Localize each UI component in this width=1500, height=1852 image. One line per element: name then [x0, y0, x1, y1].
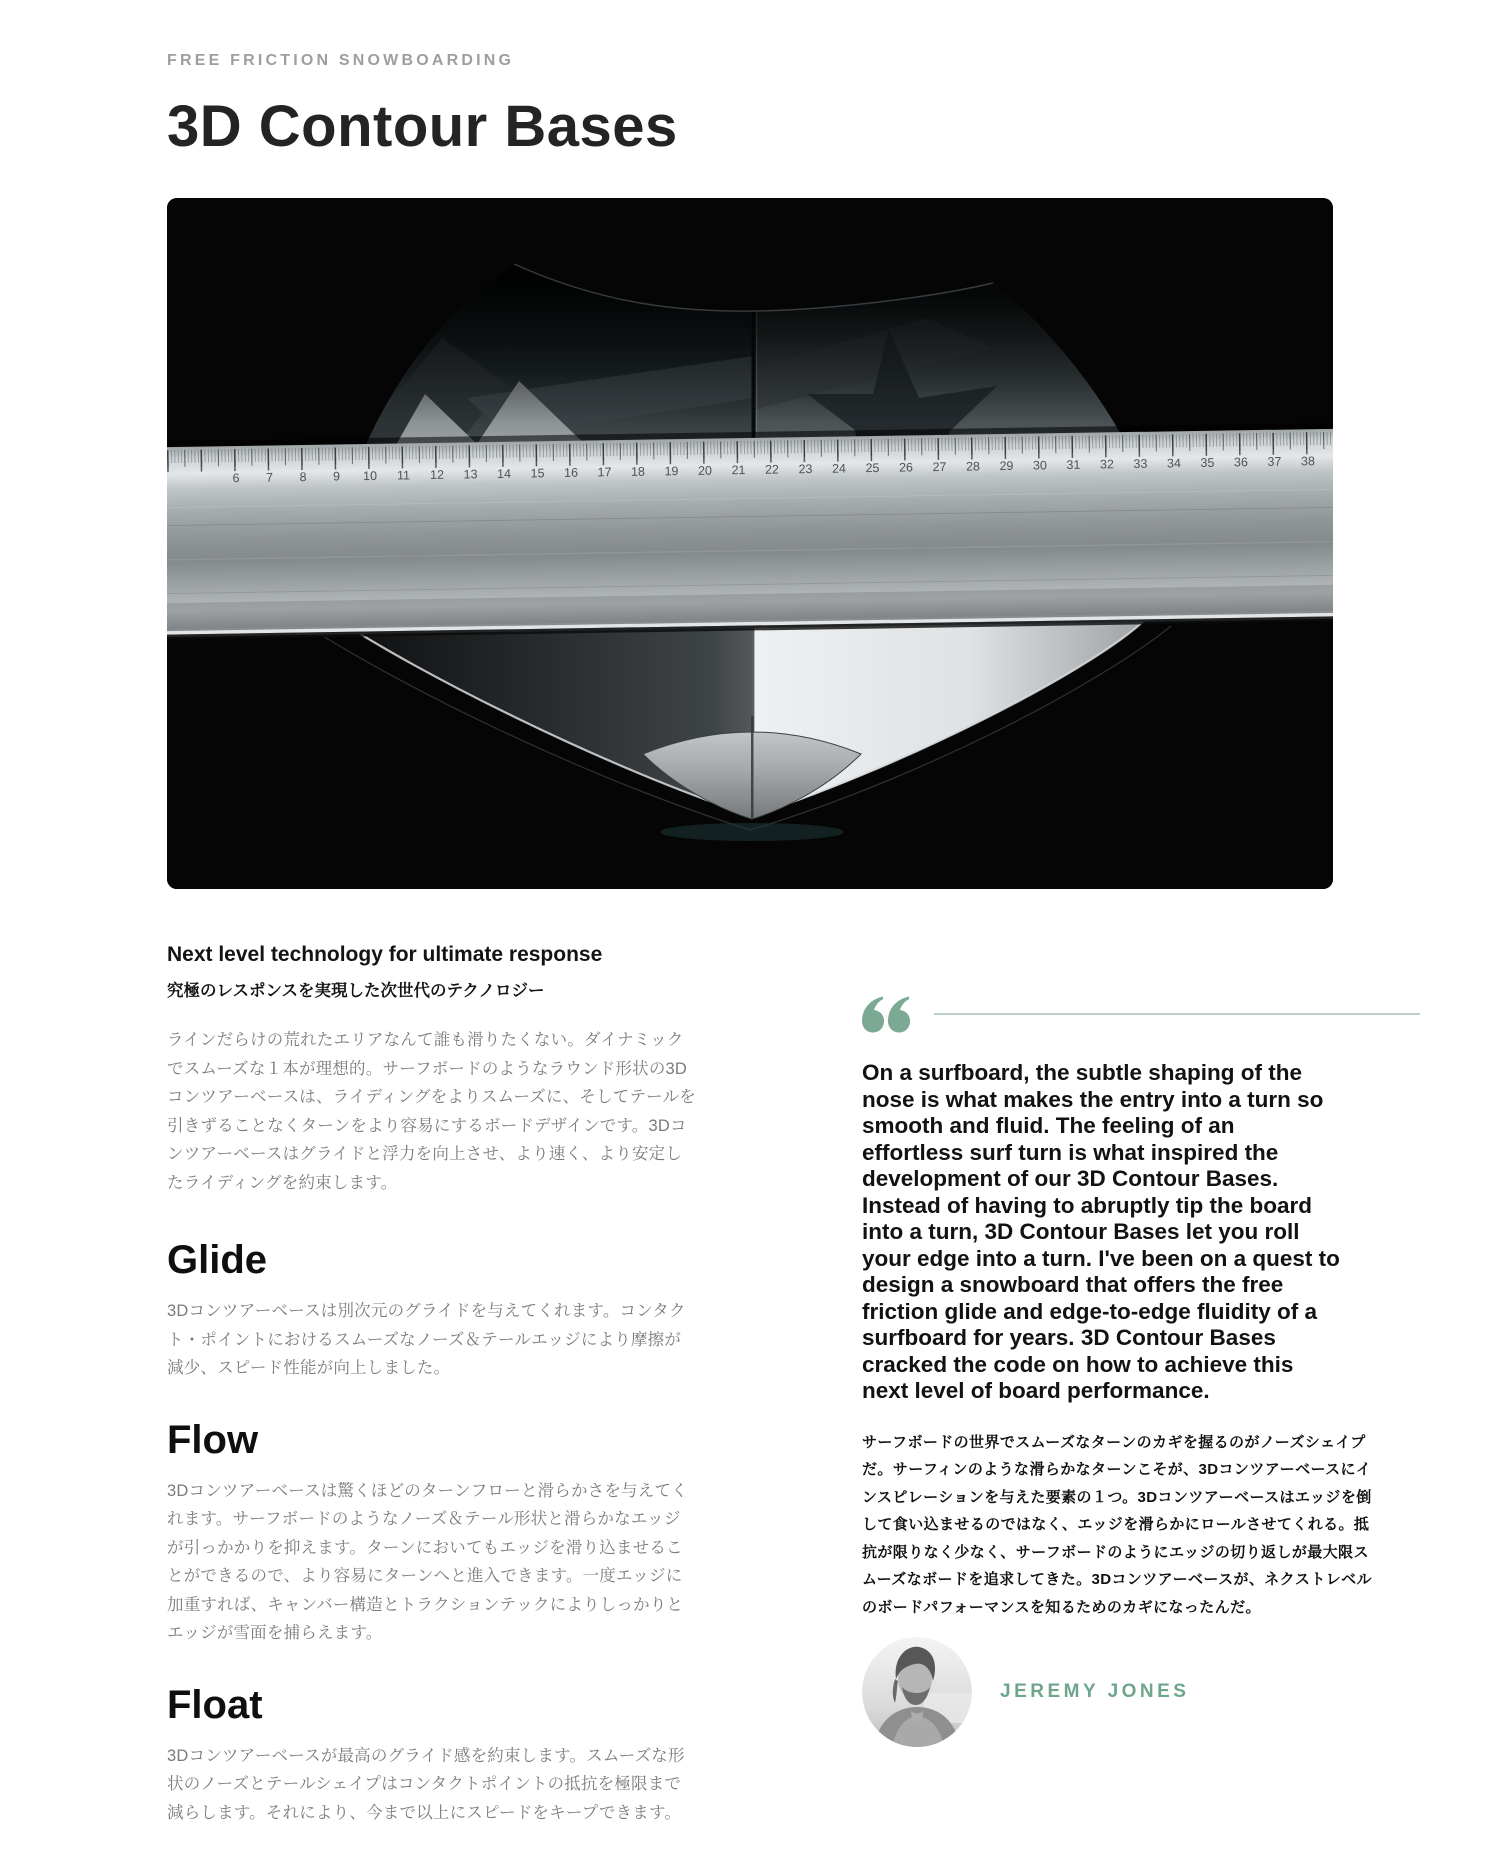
- quote-author: [862, 1637, 1420, 1747]
- page-title: 3D Contour Bases: [167, 94, 678, 159]
- avatar: [862, 1637, 972, 1747]
- lead-subheading-jp: 究極のレスポンスを実現した次世代のテクノロジー: [167, 982, 545, 1000]
- quote-text: On a surfboard, the subtle shaping of the nose is what makes the entry into a turn so smooth and fluid. The feeling of an effortless surf turn is what inspired the development of our 3D Contour Bases. Instead of having to abruptly tip the board into a turn, 3D Contour Bases let you roll your edge into a turn. I've been on a quest to design a snowboard that offers the free friction glide and edge-to-edge fluidity of a surfboard for years. 3D Contour Bases cracked the code on how to achieve this next level of board performance.: [862, 1060, 1340, 1403]
- section-title-float: Float: [167, 1682, 263, 1727]
- section-title-flow: Flow: [167, 1417, 259, 1462]
- author-name: JEREMY JONES: [1000, 1681, 1190, 1702]
- eyebrow: FREE FRICTION SNOWBOARDING: [167, 52, 515, 69]
- quote-text-jp: サーフボードの世界でスムーズなターンのカギを握るのがノーズシェイプだ。サーフィンのような滑らかなターンこそが、3Dコンツアーベースにインスピレーションを与えた要素の１つ。3Dコンツアーベースはエッジを倒して食い込ませるのではなく、エッジを滑らかにロールさせてくれる。抵抗が限りなく少なく、サーフボードのようにエッジの切り返しが最大限スムーズなボードを追求してきた。3Dコンツアーベースが、ネクストレベルのボードパフォーマンスを知るためのカギになったんだ。: [862, 1433, 1372, 1616]
- lead-heading: Next level technology for ultimate response: [167, 943, 603, 966]
- author-portrait: [862, 1637, 972, 1747]
- hero-image: [167, 198, 1333, 889]
- section-body-float: 3Dコンツアーベースが最高のグライド感を約束します。スムーズな形状のノーズとテールシェイプはコンタクトポイントの抵抗を極限まで減らします。それにより、今まで以上にスピードをキープできます。: [167, 1746, 685, 1822]
- quote-icon: [862, 996, 910, 1033]
- section-title-glide: Glide: [167, 1238, 268, 1282]
- base-tip-reflection: [660, 823, 844, 841]
- section-body-flow: 3Dコンツアーベースは驚くほどのターンフローと滑らかさを与えてくれます。サーフボードのようなノーズ＆テール形状と滑らかなエッジが引っかかりを抑えます。ターンにおいてもエッジを滑り込ませることができるので、より容易にターンへと進入できます。一度エッジに加重すれば、キャンバー構造とトラクションテックによりしっかりとエッジが雪面を捕らえます。: [167, 1481, 688, 1642]
- snowboard-ruler-illustration: [167, 198, 1333, 889]
- column-right: [862, 941, 1420, 1844]
- quote-divider-line: [934, 1013, 1420, 1015]
- intro-paragraph-jp: ラインだらけの荒れたエリアなんて誰も滑りたくない。ダイナミックでスムーズな１本が理想的。サーフボードのようなラウンド形状の3Dコンツアーベースは、ライディングをよりスムーズに、そしてテールを引きずることなくターンをより容易にするボードデザインです。3Dコンツアーベースはグライドと浮力を向上させ、より速く、より安定したライディングを約束します。: [167, 1031, 696, 1192]
- ruler-numbers: 6 7 8 9 10 11 12 13 14 15 16 17 18 19 20 21 22 23 24 25 26 27 28 29 30 31 32 33 34 35 36 37 38: [232, 454, 1315, 486]
- ruler: [167, 422, 1333, 640]
- article: [0, 52, 1500, 1844]
- section-body-glide: 3Dコンツアーベースは別次元のグライドを与えてくれます。コンタクト・ポイントにおけるスムーズなノーズ＆テールエッジにより摩擦が減少、スピード性能が向上しました。: [167, 1302, 686, 1377]
- content-columns: [167, 941, 1420, 1844]
- quote-header: [862, 995, 1420, 1033]
- column-left: [167, 941, 697, 1844]
